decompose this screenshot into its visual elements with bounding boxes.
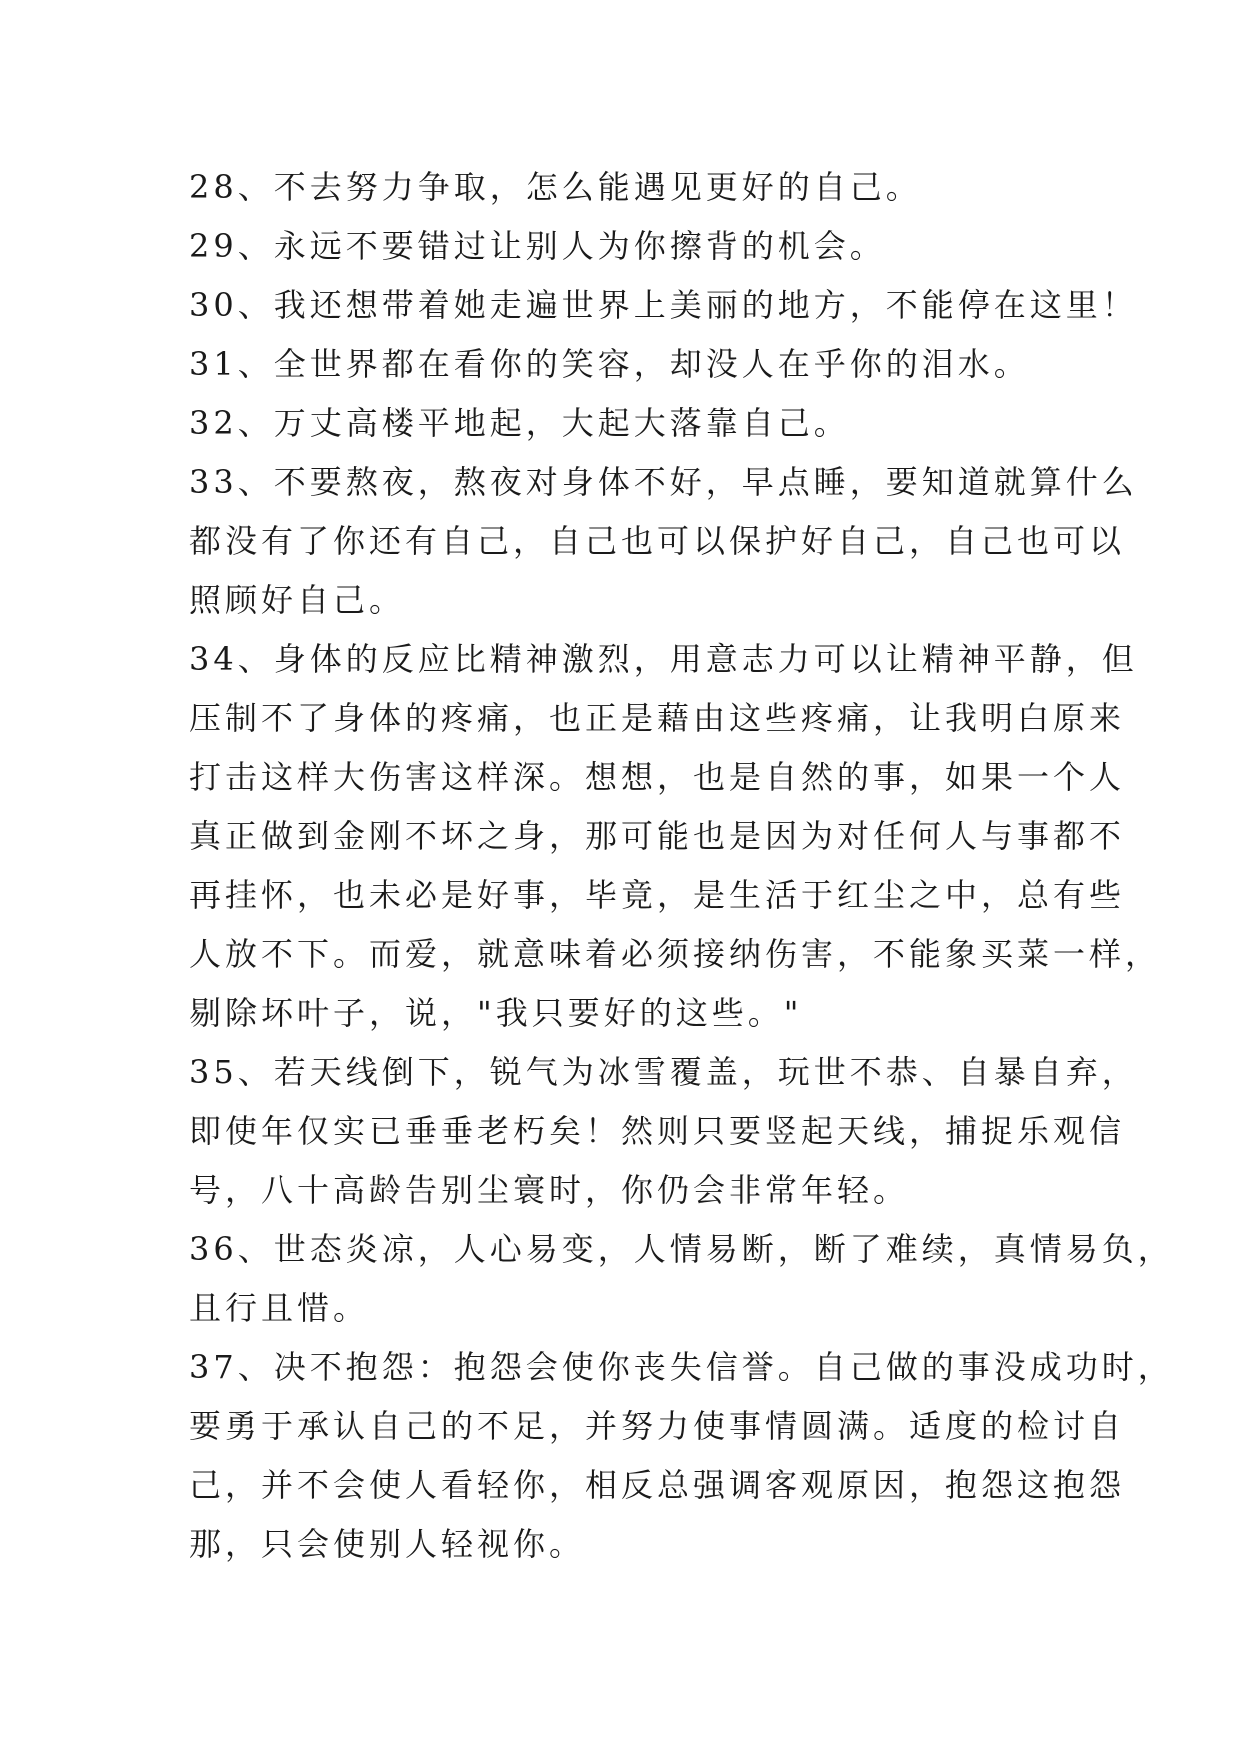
- text-line: 剔除坏叶子，说，"我只要好的这些。": [189, 994, 803, 1032]
- text-line: 打击这样大伤害这样深。想想，也是自然的事，如果一个人: [189, 758, 1126, 796]
- text-line: 30、我还想带着她走遍世界上美丽的地方，不能停在这里！: [189, 286, 1138, 324]
- text-line: 真正做到金刚不坏之身，那可能也是因为对任何人与事都不: [189, 817, 1126, 855]
- text-line: 压制不了身体的疼痛，也正是藉由这些疼痛，让我明白原来: [189, 699, 1126, 737]
- text-line: 29、永远不要错过让别人为你擦背的机会。: [189, 227, 886, 265]
- text-line: 31、全世界都在看你的笑容，却没人在乎你的泪水。: [189, 345, 1030, 383]
- text-line: 37、决不抱怨：抱怨会使你丧失信誉。自己做的事没成功时，: [189, 1348, 1174, 1386]
- text-line: 号，八十高龄告别尘寰时，你仍会非常年轻。: [189, 1171, 910, 1209]
- document-body: [189, 158, 1174, 1574]
- text-line: 人放不下。而爱，就意味着必须接纳伤害，不能象买菜一样，: [189, 935, 1162, 973]
- text-line: 即使年仅实已垂垂老朽矣！然则只要竖起天线，捕捉乐观信: [189, 1112, 1126, 1150]
- text-line: 那，只会使别人轻视你。: [189, 1525, 586, 1563]
- text-line: 32、万丈高楼平地起，大起大落靠自己。: [189, 404, 850, 442]
- text-line: 再挂怀，也未必是好事，毕竟，是生活于红尘之中，总有些: [189, 876, 1126, 914]
- text-line: 己，并不会使人看轻你，相反总强调客观原因，抱怨这抱怨: [189, 1466, 1126, 1504]
- text-line: 要勇于承认自己的不足，并努力使事情圆满。适度的检讨自: [189, 1407, 1126, 1445]
- text-line: 34、身体的反应比精神激烈，用意志力可以让精神平静，但: [189, 640, 1138, 678]
- text-line: 28、不去努力争取，怎么能遇见更好的自己。: [189, 168, 922, 206]
- text-line: 且行且惜。: [189, 1289, 370, 1327]
- text-line: 照顾好自己。: [189, 581, 406, 619]
- text-line: 都没有了你还有自己，自己也可以保护好自己，自己也可以: [189, 522, 1126, 560]
- text-line: 35、若天线倒下，锐气为冰雪覆盖，玩世不恭、自暴自弃，: [189, 1053, 1138, 1091]
- text-line: 36、世态炎凉，人心易变，人情易断，断了难续，真情易负，: [189, 1230, 1174, 1268]
- text-line: 33、不要熬夜，熬夜对身体不好，早点睡，要知道就算什么: [189, 463, 1138, 501]
